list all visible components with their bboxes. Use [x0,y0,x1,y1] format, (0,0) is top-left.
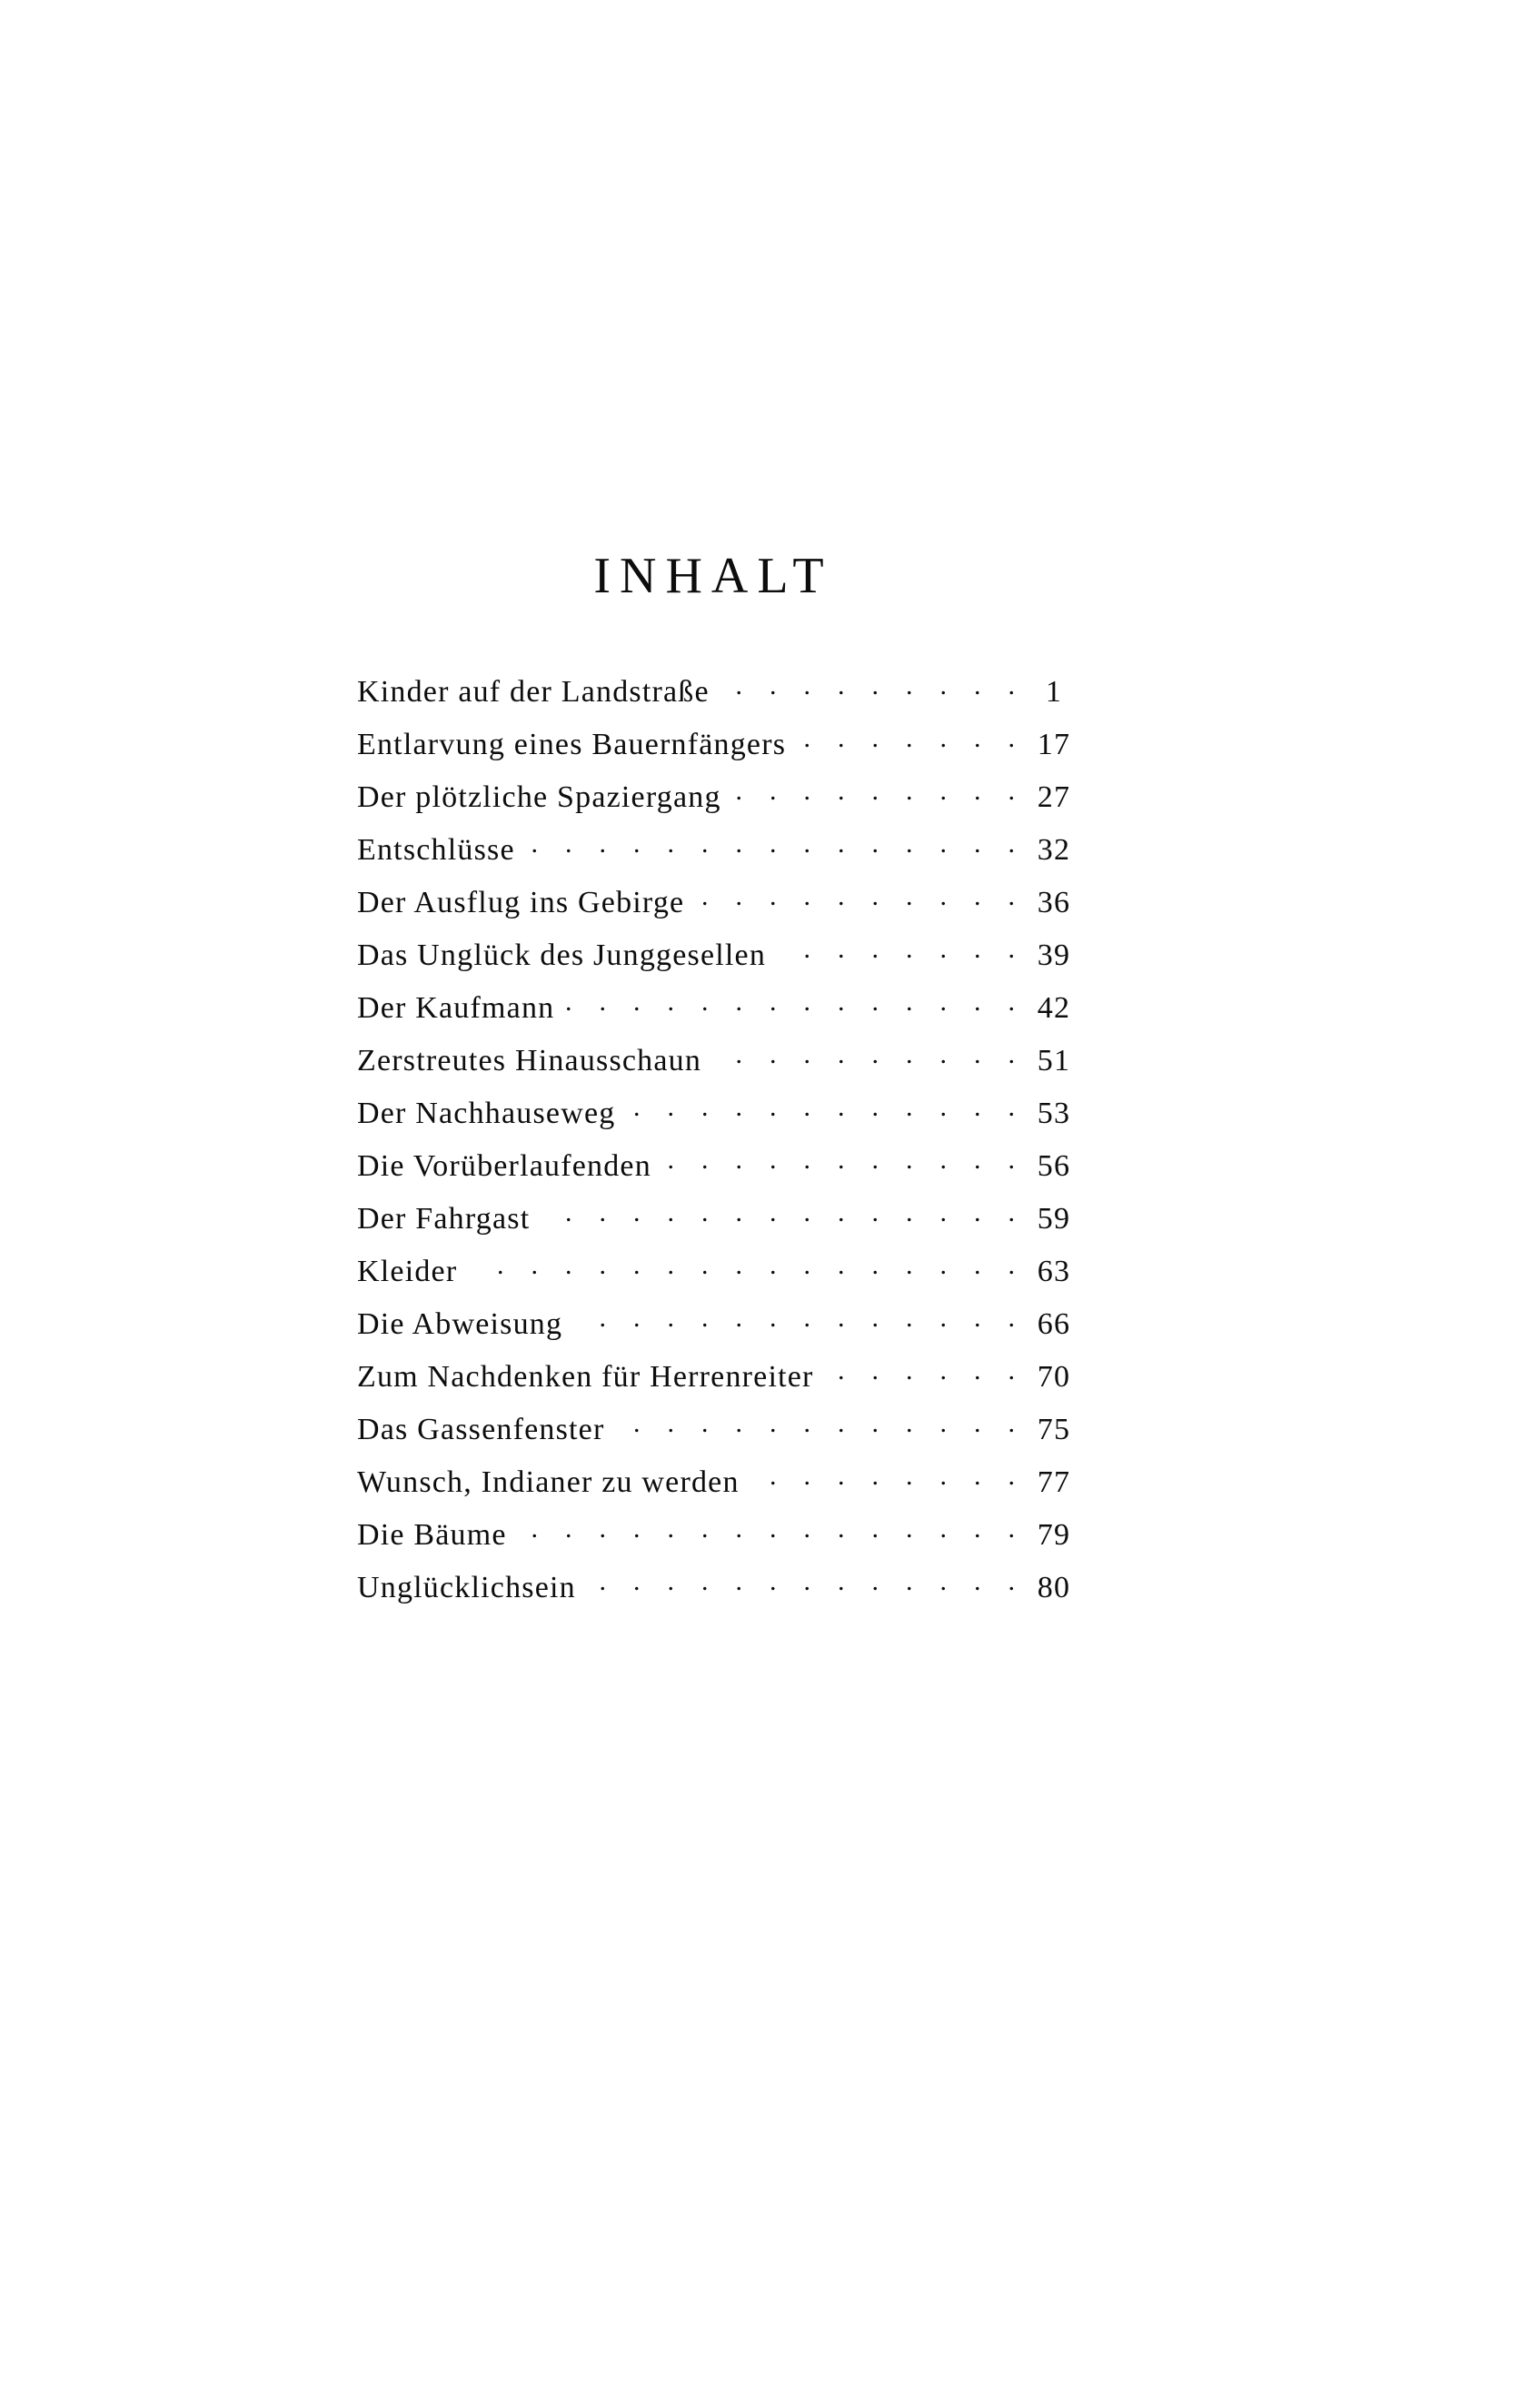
toc-entry-title: Zum Nachdenken für Herrenreiter [357,1360,814,1394]
toc-entry-page: 79 [1037,1518,1071,1552]
toc-entry-page: 53 [1037,1097,1071,1130]
toc-entry [357,670,1077,723]
toc-entry [357,1092,1077,1145]
dot-leader [470,1250,1015,1281]
toc-entry-page: 63 [1037,1255,1071,1288]
toc-entry [357,1039,1077,1092]
toc-entry [357,1461,1077,1514]
toc-entry [357,934,1077,987]
toc-entry-title: Entlarvung eines Bauernfängers [357,728,787,761]
toc-entry-page: 80 [1037,1571,1071,1604]
toc-entry-title: Unglücklichsein [357,1571,576,1604]
toc-entry-title: Kinder auf der Landstraße [357,675,710,709]
toc-entry-page: 42 [1037,991,1071,1025]
dot-leader [520,1514,1015,1544]
toc-entry-title: Das Unglück des Junggesellen [357,938,767,972]
toc-entry-title: Der Kaufmann [357,991,555,1025]
toc-entry-page: 75 [1037,1413,1071,1446]
toc-entry-page: 27 [1037,780,1071,814]
dot-leader [542,1197,1015,1228]
toc-entry-page: 17 [1037,728,1071,761]
toc-entry-title: Zerstreutes Hinausschaun [357,1044,702,1077]
toc-entry [357,723,1077,776]
toc-entry-title: Der Fahrgast [357,1202,531,1236]
toc-entry-page: 56 [1037,1149,1071,1183]
toc-entry-title: Die Bäume [357,1518,507,1552]
toc-entry-title: Der Nachhauseweg [357,1097,616,1130]
dot-leader [664,1145,1015,1176]
toc-entry-page: 59 [1037,1202,1071,1236]
dot-leader [567,987,1015,1018]
toc-entry-page: 39 [1037,938,1071,972]
toc-entry [357,881,1077,934]
toc-entry-title: Entschlüsse [357,833,515,867]
dot-leader [617,1408,1015,1439]
toc-entry-title: Die Abweisung [357,1307,563,1341]
table-of-contents [357,670,1077,1619]
dot-leader [779,934,1015,965]
toc-entry [357,829,1077,881]
dot-leader [528,829,1015,859]
toc-entry [357,1250,1077,1303]
toc-entry-page: 70 [1037,1360,1071,1394]
dot-leader [827,1355,1015,1386]
toc-entry [357,776,1077,829]
dot-leader [752,1461,1015,1492]
toc-entry-title: Der plötzliche Spaziergang [357,780,721,814]
dot-leader [799,723,1015,754]
toc-entry-page: 66 [1037,1307,1071,1341]
toc-entry [357,1355,1077,1408]
toc-entry-page: 36 [1037,886,1071,919]
dot-leader [575,1303,1015,1334]
toc-entry-page: 51 [1037,1044,1071,1077]
toc-entry [357,987,1077,1039]
dot-leader [734,776,1015,807]
page-title: INHALT [593,548,833,604]
toc-entry-page: 77 [1037,1465,1071,1499]
toc-entry [357,1197,1077,1250]
toc-entry [357,1303,1077,1355]
dot-leader [722,670,1015,701]
toc-entry-title: Wunsch, Indianer zu werden [357,1465,740,1499]
dot-leader [697,881,1015,912]
toc-entry [357,1408,1077,1461]
toc-entry-title: Die Vorüberlaufenden [357,1149,651,1183]
toc-entry-page: 32 [1037,833,1071,867]
toc-entry-page: 1 [1045,675,1063,709]
toc-entry-title: Kleider [357,1255,458,1288]
toc-entry [357,1145,1077,1197]
dot-leader [714,1039,1015,1070]
toc-entry [357,1566,1077,1619]
toc-entry-title: Das Gassenfenster [357,1413,605,1446]
toc-entry [357,1514,1077,1566]
dot-leader [628,1092,1015,1123]
dot-leader [589,1566,1015,1597]
toc-entry-title: Der Ausflug ins Gebirge [357,886,685,919]
